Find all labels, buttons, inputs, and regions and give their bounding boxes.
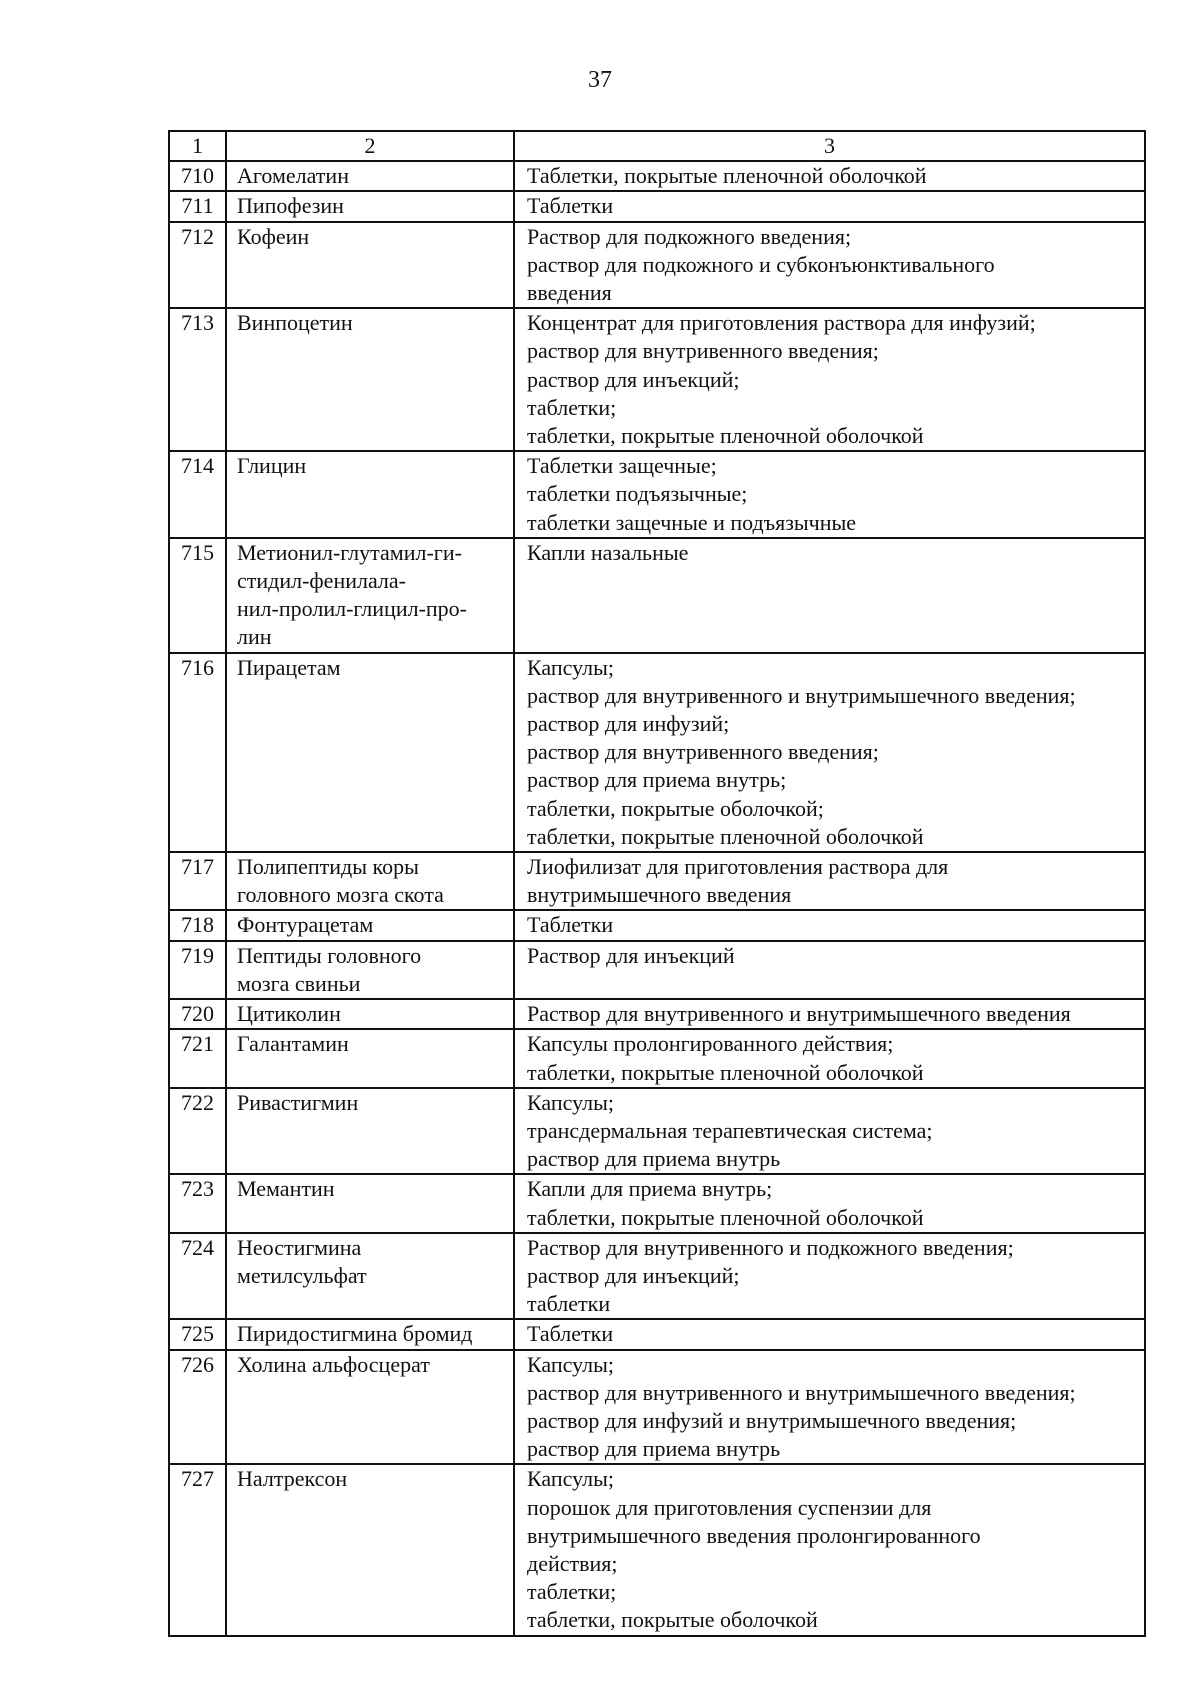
dosage-forms: Раствор для подкожного введения; раствор для подкожного и субконъюнктивального введения [514,222,1145,309]
row-number: 717 [169,852,226,910]
drug-name: Винпоцетин [226,308,514,451]
drug-list-table [168,130,1146,1637]
table-row [169,910,1145,940]
drug-name: Метионил-глутамил-ги- стидил-фенилала- нил-пролил-глицил-про- лин [226,538,514,653]
drug-name: Фонтурацетам [226,910,514,940]
row-number: 712 [169,222,226,309]
table-row [169,161,1145,191]
page-number: 37 [588,67,612,93]
row-number: 722 [169,1088,226,1175]
drug-name: Ривастигмин [226,1088,514,1175]
dosage-forms: Таблетки [514,191,1145,221]
drug-name: Агомелатин [226,161,514,191]
table-row [169,1088,1145,1175]
row-number: 718 [169,910,226,940]
table-row [169,1464,1145,1635]
row-number: 723 [169,1174,226,1232]
dosage-forms: Таблетки [514,1319,1145,1349]
row-number: 726 [169,1350,226,1465]
dosage-forms: Капсулы; раствор для внутривенного и внутримышечного введения; раствор для инфузий и внутримышечного введения; раствор для приема внутрь [514,1350,1145,1465]
dosage-forms: Капсулы пролонгированного действия; таблетки, покрытые пленочной оболочкой [514,1029,1145,1087]
drug-name: Налтрексон [226,1464,514,1635]
dosage-forms: Концентрат для приготовления раствора для инфузий; раствор для внутривенного введения; раствор для инъекций; таблетки; таблетки, покрытые пленочной оболочкой [514,308,1145,451]
table-row [169,1233,1145,1320]
row-number: 710 [169,161,226,191]
dosage-forms: Таблетки, покрытые пленочной оболочкой [514,161,1145,191]
table-row [169,451,1145,538]
row-number: 711 [169,191,226,221]
header-row [169,131,1145,161]
dosage-forms: Раствор для внутривенного и внутримышечного введения [514,999,1145,1029]
column-header-forms: 3 [514,131,1145,161]
drug-name: Мемантин [226,1174,514,1232]
dosage-forms: Лиофилизат для приготовления раствора для внутримышечного введения [514,852,1145,910]
table-row [169,1350,1145,1465]
table-row [169,999,1145,1029]
row-number: 725 [169,1319,226,1349]
row-number: 713 [169,308,226,451]
dosage-forms: Капли для приема внутрь; таблетки, покрытые пленочной оболочкой [514,1174,1145,1232]
table-header [169,131,1145,161]
drug-name: Неостигмина метилсульфат [226,1233,514,1320]
drug-name: Галантамин [226,1029,514,1087]
dosage-forms: Капсулы; порошок для приготовления суспензии для внутримышечного введения пролонгированного действия; таблетки; таблетки, покрытые оболочкой [514,1464,1145,1635]
dosage-forms: Раствор для инъекций [514,941,1145,999]
dosage-forms: Капсулы; раствор для внутривенного и внутримышечного введения; раствор для инфузий; раствор для внутривенного введения; раствор для приема внутрь; таблетки, покрытые оболочкой; таблетки, покрытые пленочной оболочкой [514,653,1145,852]
table-row [169,538,1145,653]
table-row [169,1029,1145,1087]
row-number: 727 [169,1464,226,1635]
row-number: 716 [169,653,226,852]
row-number: 719 [169,941,226,999]
drug-name: Пептиды головного мозга свиньи [226,941,514,999]
dosage-forms: Таблетки [514,910,1145,940]
table-row [169,191,1145,221]
table-row [169,852,1145,910]
drug-name: Пирацетам [226,653,514,852]
drug-name: Холина альфосцерат [226,1350,514,1465]
table-row [169,653,1145,852]
drug-name: Цитиколин [226,999,514,1029]
table-row [169,941,1145,999]
drug-name: Пипофезин [226,191,514,221]
dosage-forms: Капли назальные [514,538,1145,653]
drug-name: Пиридостигмина бромид [226,1319,514,1349]
row-number: 714 [169,451,226,538]
dosage-forms: Капсулы; трансдермальная терапевтическая система; раствор для приема внутрь [514,1088,1145,1175]
column-header-name: 2 [226,131,514,161]
drug-name: Полипептиды коры головного мозга скота [226,852,514,910]
table-body [169,161,1145,1635]
table-row [169,1319,1145,1349]
table-row [169,1174,1145,1232]
table-row [169,222,1145,309]
dosage-forms: Раствор для внутривенного и подкожного введения; раствор для инъекций; таблетки [514,1233,1145,1320]
row-number: 724 [169,1233,226,1320]
dosage-forms: Таблетки защечные; таблетки подъязычные; таблетки защечные и подъязычные [514,451,1145,538]
column-header-number: 1 [169,131,226,161]
table-row [169,308,1145,451]
row-number: 720 [169,999,226,1029]
drug-name: Кофеин [226,222,514,309]
drug-name: Глицин [226,451,514,538]
row-number: 715 [169,538,226,653]
row-number: 721 [169,1029,226,1087]
